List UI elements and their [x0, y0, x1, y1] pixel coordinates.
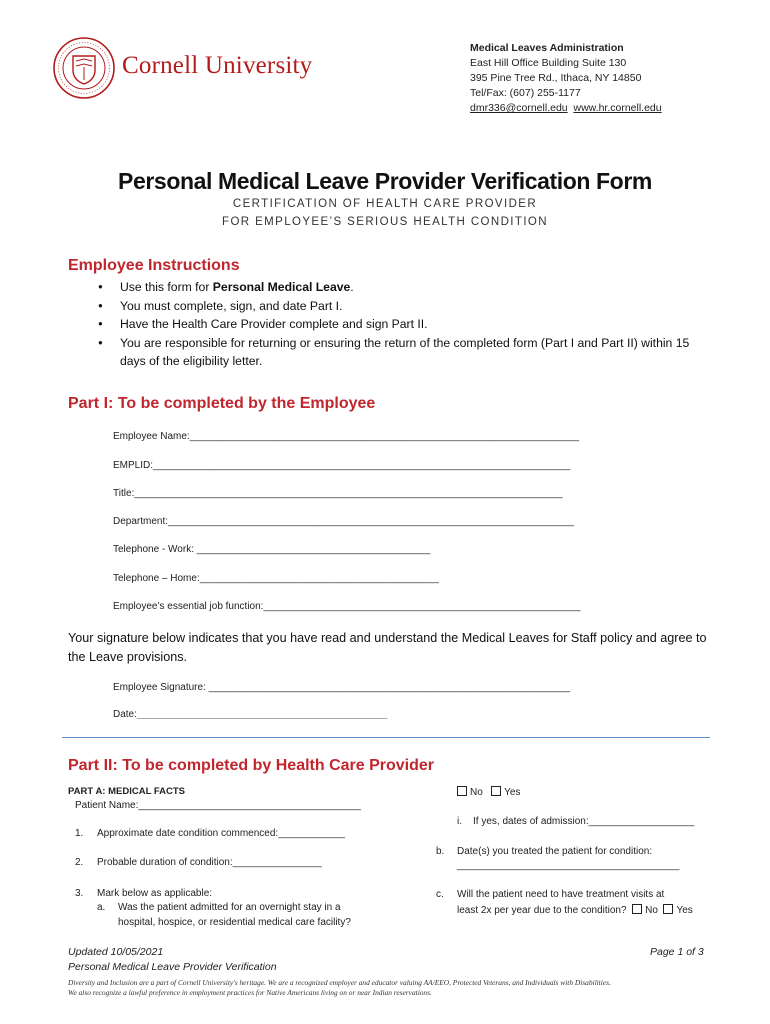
list-item: ● You are responsible for returning or ensuring the return of the completed form (Part I and Part II) within 15 days of the eligibility letter.: [98, 334, 698, 371]
instructions-heading: Employee Instructions: [68, 257, 240, 274]
title-field[interactable]: Title:_____________________________________________________________________________: [113, 488, 563, 499]
list-item: ● Have the Health Care Provider complete and sign Part II.: [98, 315, 698, 334]
dates-of-admission-field[interactable]: If yes, dates of admission:___________________: [473, 816, 695, 827]
email-link[interactable]: dmr336@cornell.edu: [470, 102, 568, 114]
phone-fax: Tel/Fax: (607) 255-1177: [470, 87, 581, 99]
list-item: ● You must complete, sign, and date Part I.: [98, 297, 698, 316]
q1-condition-commenced[interactable]: Approximate date condition commenced:____________: [97, 828, 345, 839]
section-divider: [62, 737, 710, 738]
date-field[interactable]: Date:_____________________________________________: [113, 709, 388, 720]
part1-heading: Part I: To be completed by the Employee: [68, 395, 376, 412]
q3-mark-applicable: Mark below as applicable:: [97, 888, 213, 899]
employee-name-field[interactable]: Employee Name:______________________________________________________________________: [113, 431, 580, 442]
form-subtitle-1: CERTIFICATION OF HEALTH CARE PROVIDER: [232, 198, 538, 210]
yes-checkbox[interactable]: [491, 786, 501, 796]
no-checkbox[interactable]: [457, 786, 467, 796]
part-a-label: PART A: MEDICAL FACTS: [68, 786, 185, 797]
qc-yes-checkbox[interactable]: [663, 904, 673, 914]
part2-heading: Part II: To be completed by Health Care Provider: [68, 757, 435, 774]
department-field[interactable]: Department:_________________________________________________________________________: [113, 516, 575, 527]
job-function-field[interactable]: Employee’s essential job function:_________________________________________________________: [113, 601, 581, 612]
footer-updated: Updated 10/05/2021: [68, 946, 164, 958]
qc-letter: c.: [436, 889, 444, 900]
q2-duration[interactable]: Probable duration of condition:________________: [97, 857, 322, 868]
telephone-work-field[interactable]: Telephone - Work: __________________________________________: [113, 544, 431, 555]
q3a-answer: No Yes: [457, 786, 520, 798]
footer-disclaimer-2: We also recognize a lawful preference in employment practices for Native Americans living on or near Indian reservations.: [68, 988, 432, 997]
list-item: ● Use this form for Personal Medical Leave.: [98, 278, 698, 297]
q3a-line2: hospital, hospice, or residential medical care facility?: [118, 917, 351, 928]
q2-number: 2.: [75, 857, 84, 868]
office-address: [470, 41, 662, 116]
q3a-letter: a.: [97, 902, 106, 913]
qi-letter: i.: [457, 816, 462, 827]
signature-statement: Your signature below indicates that you have read and understand the Medical Leaves for Staff policy and agree to the Leave provisions.: [68, 631, 707, 664]
form-title: Personal Medical Leave Provider Verification Form: [118, 168, 652, 194]
office-title: Medical Leaves Administration: [470, 42, 624, 54]
qb-treated-dates: Date(s) you treated the patient for condition:: [457, 846, 653, 857]
page-number: Page 1 of 3: [650, 946, 704, 958]
emplid-field[interactable]: EMPLID:___________________________________________________________________________: [113, 460, 571, 471]
footer-disclaimer-1: Diversity and Inclusion are a part of Cornell University's heritage. We are a recognized employer and educator valuing AA/EEO, Protected Veterans, and Individuals with Disabilities.: [68, 978, 611, 987]
form-subtitle-2: FOR EMPLOYEE’S SERIOUS HEALTH CONDITION: [222, 216, 548, 228]
address-line-1: East Hill Office Building Suite 130: [470, 57, 627, 69]
qb-treated-dates-field[interactable]: ________________________________________: [457, 860, 680, 871]
q3a-line1: Was the patient admitted for an overnight stay in a: [118, 902, 341, 913]
qc-no-checkbox[interactable]: [632, 904, 642, 914]
q1-number: 1.: [75, 828, 84, 839]
telephone-home-field[interactable]: Telephone – Home:___________________________________________: [113, 573, 439, 584]
qc-line1: Will the patient need to have treatment visits at: [457, 889, 665, 900]
qb-letter: b.: [436, 846, 445, 857]
q3-number: 3.: [75, 888, 84, 899]
employee-signature-field[interactable]: Employee Signature: _________________________________________________________________: [113, 682, 571, 693]
patient-name-field[interactable]: Patient Name:________________________________________: [75, 800, 361, 811]
qc-line2: least 2x per year due to the condition? No Yes: [457, 905, 693, 916]
website-link[interactable]: www.hr.cornell.edu: [573, 102, 662, 114]
cornell-seal-logo: [52, 36, 116, 100]
address-line-2: 395 Pine Tree Rd., Ithaca, NY 14850: [470, 72, 642, 84]
footer-form-name: Personal Medical Leave Provider Verification: [68, 961, 277, 973]
instructions-list: [98, 278, 698, 371]
brand-name: Cornell University: [122, 52, 313, 79]
